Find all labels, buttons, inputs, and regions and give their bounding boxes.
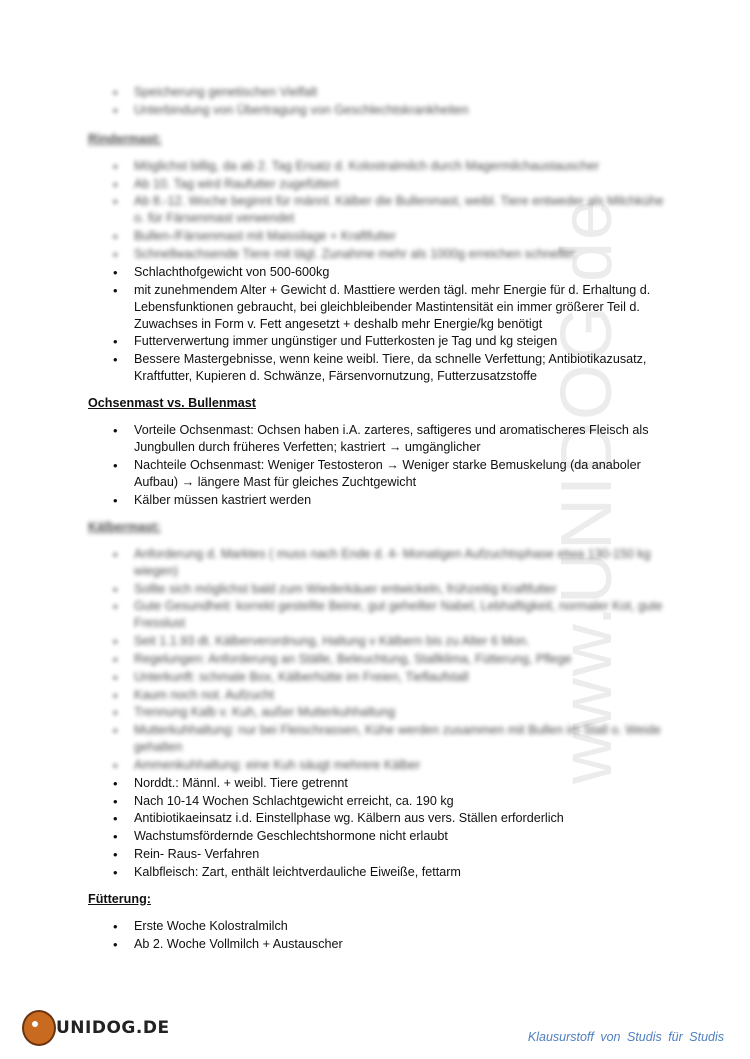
list-item: • Bessere Mastergebnisse, wenn keine weibl. Tiere, da schnelle Verfettung; Antibiotikazusatz, Kraftfutter, Kupieren d. Schwänze, Färsenvornutzung, Futterzusatzstoffe [88,351,668,385]
list-item: • Speicherung genetischen Vielfalt [88,84,668,101]
list-item: • Kalbfleisch: Zart, enthält leichtverdauliche Eiweiße, fettarm [88,864,668,881]
list-item: • Anforderung d. Marktes ( muss nach Ende d. 4- Monatigen Aufzuchtsphase etwa 130-150 kg wiegen) [88,546,668,580]
list-item: • Seit 1.1.93 dt. Kälberverordnung, Haltung v Kälbern bis zu Alter 6 Mon. [88,633,668,650]
dog-mascot-icon [22,1010,56,1046]
list-item-continuation [88,264,668,281]
logo-text: UNIDOG.DE [56,1018,170,1038]
unidog-logo[interactable] [22,1010,170,1046]
list-item: • Möglichst billig, da ab 2. Tag Ersatz d. Kolostralmilch durch Magermilchaustauscher [88,158,668,175]
list-item: • Vorteile Ochsenmast: Ochsen haben i.A. zarteres, saftigeres und aromatischeres Fleisch als Jungbullen durch früheres Verfetten; kastriert → umgänglicher [88,422,668,456]
list-item: • Antibiotikaeinsatz i.d. Einstellphase wg. Kälbern aus vers. Ställen erforderlich [88,810,668,827]
kaelbermast-list [88,546,668,881]
watermark: www.UNIDOG.de [546,197,627,785]
list-item: • Erste Woche Kolostralmilch [88,918,668,935]
document-body [88,84,668,953]
list-item: • Nach 10-14 Wochen Schlachtgewicht erreicht, ca. 190 kg [88,793,668,810]
list-item: • Unterbindung von Übertragung von Geschlechtskrankheiten [88,102,668,119]
list-item: • Futterverwertung immer ungünstiger und Futterkosten je Tag und kg steigen [88,333,668,350]
list-item: • Ab 8.-12. Woche beginnt für männl. Kälber die Bullenmast, weibl. Tiere entweder als Milchkühe o. für Färsenmast verwendet [88,193,668,227]
fuetterung-list [88,918,668,953]
rindermast-list [88,158,668,385]
list-item: • Unterkunft: schmale Box, Kälberhütte im Freien, Tieflaufstall [88,669,668,686]
list-item: • Rein- Raus- Verfahren [88,846,668,863]
list-item: • Mutterkuhhaltung: nur bei Fleischrassen, Kühe werden zusammen mit Bullen im Stall o. Weide gehalten [88,722,668,756]
list-item: • Gute Gesundheit: korrekt gestellte Beine, gut geheilter Nabel, Lebhaftigkeit, normaler Kot, gute Fresslust [88,598,668,632]
list-item: • Wachstumsfördernde Geschlechtshormone nicht erlaubt [88,828,668,845]
list-item: • mit zunehmendem Alter + Gewicht d. Masttiere werden tägl. mehr Energie für d. Erhaltung d. Lebensfunktionen gebraucht, bei gleichbleibender Mastintensität ein immer größerer Teil d. Zuwachses in Form v. Fett angesetzt + deshalb mehr Energie/kg benötigt [88,282,668,333]
section-heading-kaelbermast: Kälbermast: [88,519,161,534]
list-item: • Trennung Kalb v. Kuh, außer Mutterkuhhaltung [88,704,668,721]
list-item: • Norddt.: Männl. + weibl. Tiere getrennt [88,775,668,792]
list-item: • Kälber müssen kastriert werden [88,492,668,509]
section-heading-fuetterung: Fütterung: [88,891,151,906]
section-heading-rindermast: Rindermast: [88,131,162,146]
top-blurred-list [88,84,668,119]
section-heading-ochsenmast: Ochsenmast vs. Bullenmast [88,396,256,411]
list-item: • Regelungen: Anforderung an Ställe, Beleuchtung, Stallklima, Fütterung, Pflege [88,651,668,668]
list-item: • Sollte sich möglichst bald zum Wiederkäuer entwickeln, frühzeitig Kraftfutter [88,581,668,598]
list-item: • Ab 10. Tag wird Raufutter zugefüttert [88,176,668,193]
footer-slogan: Klausurstoff von Studis für Studis [527,1030,724,1044]
list-item: • Bullen-/Färsenmast mit Maissilage + Kraftfutter [88,228,668,245]
list-item: • Kaum noch not. Aufzucht [88,687,668,704]
list-item: • Nachteile Ochsenmast: Weniger Testosteron → Weniger starke Bemuskelung (da anaboler Aufbau) → längere Mast für gleiches Zuchtgewicht [88,457,668,491]
list-item: • Ab 2. Woche Vollmilch + Austauscher [88,936,668,953]
list-item: • Schnellwachsende Tiere mit tägl. Zunahme mehr als 1000g erreichen schneller [88,246,668,263]
ochsenmast-list [88,422,668,509]
list-item: • Ammenkuhhaltung: eine Kuh säugt mehrere Kälber [88,757,668,774]
list-item-text: Schlachthofgewicht von 500-600kg [134,264,330,279]
